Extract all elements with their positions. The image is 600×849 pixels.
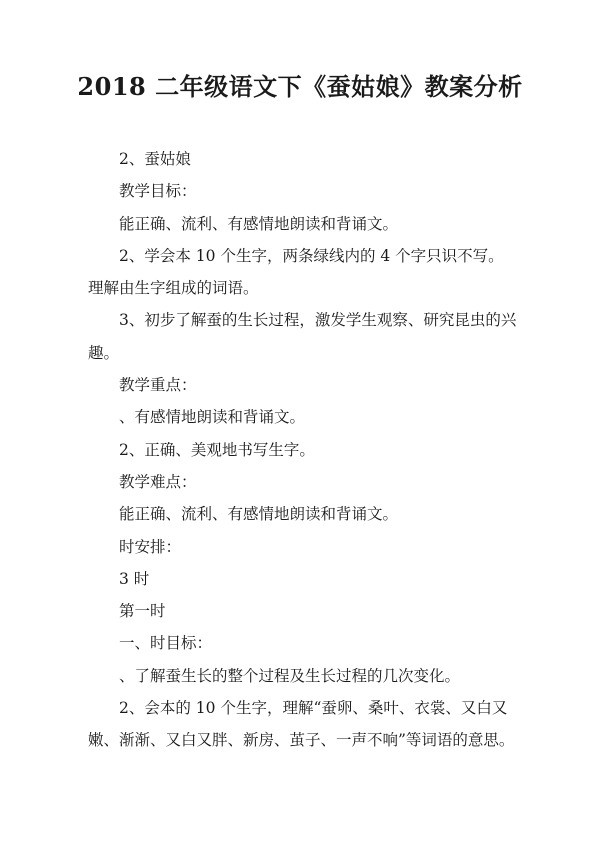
paragraph-objective-1: 能正确、流利、有感情地朗读和背诵文。 — [119, 214, 399, 233]
paragraph-key-point-1: 、有感情地朗读和背诵文。 — [119, 408, 306, 427]
paragraph-key-point-2: 2、正确、美观地书写生字。 — [119, 440, 315, 459]
paragraph-schedule-heading: 时安排： — [119, 537, 182, 556]
document-body — [88, 143, 518, 757]
paragraph-first-lesson: 第一时 — [119, 602, 166, 621]
paragraph-schedule-value: 3 时 — [119, 569, 150, 588]
paragraph-lesson-goal-1: 、了解蚕生长的整个过程及生长过程的几次变化。 — [119, 666, 461, 685]
document-title: 2018 二年级语文下《蚕姑娘》教案分析 — [77, 72, 523, 101]
paragraph-key-points-heading: 教学重点： — [119, 376, 197, 395]
paragraph-lesson-goals-heading: 一、时目标： — [119, 634, 213, 653]
paragraph-objectives-heading: 教学目标： — [119, 182, 197, 201]
paragraph-lesson-title: 2、蚕姑娘 — [119, 150, 191, 168]
paragraph-objective-3: 3、初步了解蚕的生长过程，激发学生观察、研究昆虫的兴趣。 — [88, 311, 517, 362]
paragraph-difficulty-1: 能正确、流利、有感情地朗读和背诵文。 — [119, 505, 399, 524]
paragraph-objective-2: 2、学会本 10 个生字，两条绿线内的 4 个字只识不写。理解由生字组成的词语。 — [88, 246, 504, 298]
paragraph-difficulty-heading: 教学难点： — [119, 472, 197, 491]
paragraph-lesson-goal-2: 2、会本的 10 个生字，理解“蚕卵、桑叶、衣裳、又白又嫩、渐渐、又白又胖、新房、茧子、一声不响”等词语的意思。 — [88, 699, 515, 750]
